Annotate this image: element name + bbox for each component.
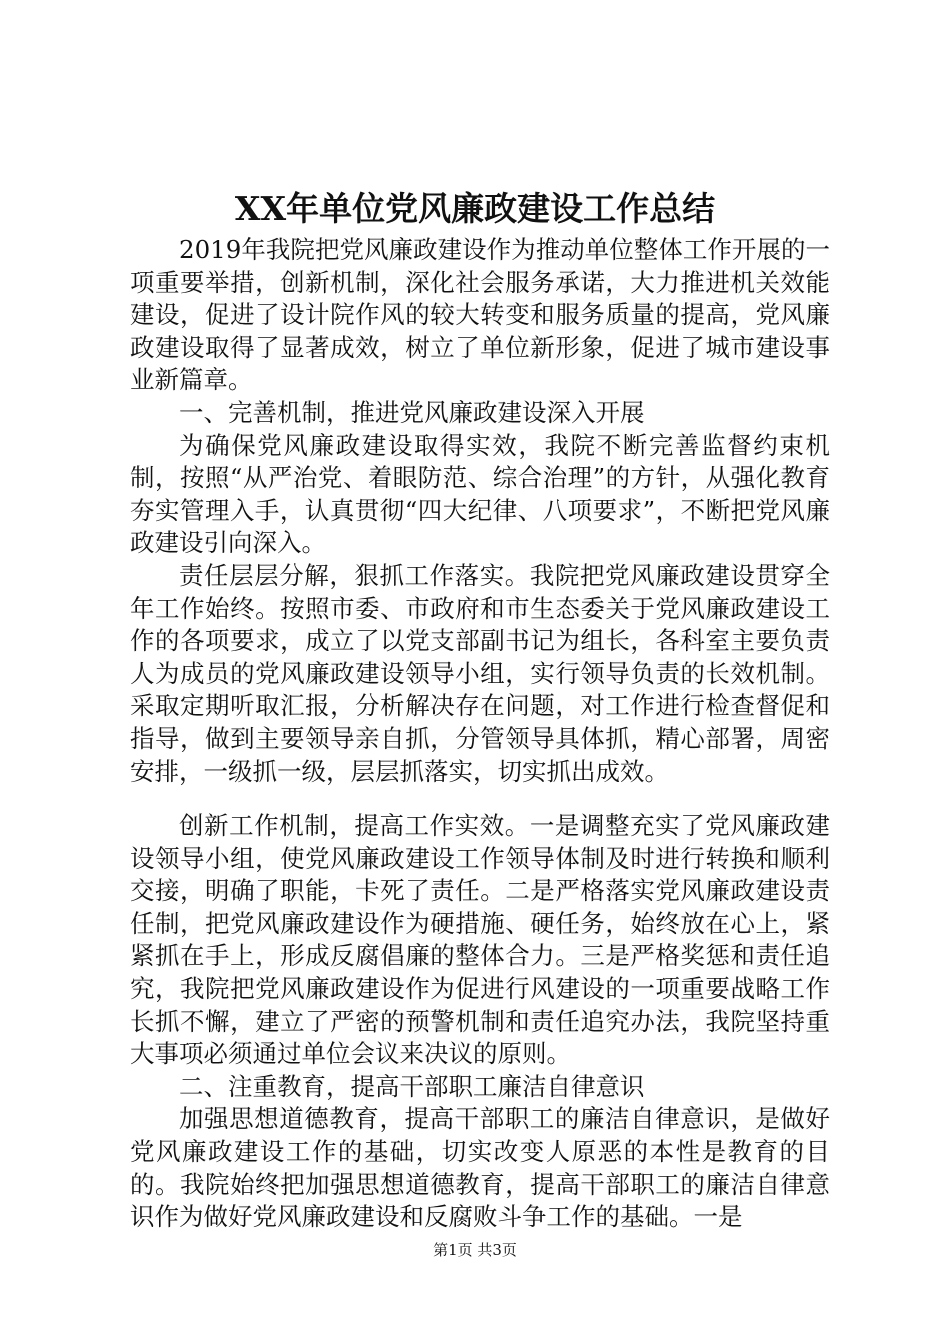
section-heading-2: 二、注重教育，提高干部职工廉洁自律意识 <box>179 1071 645 1101</box>
body-paragraph-5: 加强思想道德教育，提高干部职工的廉洁自律意识，是做好党风廉政建设工作的基础，切实改变人原恶的本性是教育的目的。我院始终把加强思想道德教育，提高干部职工的廉洁自律意识作为做好党风廉政建设和反腐败斗争工作的基础。一是 <box>130 1104 830 1232</box>
document-title: XX年单位党风廉政建设工作总结 <box>234 189 716 228</box>
body-paragraph-4: 创新工作机制，提高工作实效。一是调整充实了党风廉政建设领导小组，使党风廉政建设工作领导体制及时进行转换和顺利交接，明确了职能，卡死了责任。二是严格落实党风廉政建设责任制，把党风廉政建设作为硬措施、硬任务，始终放在心上，紧紧抓在手上，形成反腐倡廉的整体合力。三是严格奖惩和责任追究，我院把党风廉政建设作为促进行风建设的一项重要战略工作长抓不懈，建立了严密的预警机制和责任追究办法，我院坚持重大事项必须通过单位会议来决议的原则。 <box>130 811 830 1069</box>
paragraph-gap <box>130 788 830 810</box>
section-heading-1: 一、完善机制，推进党风廉政建设深入开展 <box>179 397 645 427</box>
intro-paragraph: 2019年我院把党风廉政建设作为推动单位整体工作开展的一项重要举措，创新机制，深化社会服务承诺，大力推进机关效能建设，促进了设计院作风的较大转变和服务质量的提高，党风廉政建设取得了显著成效，树立了单位新形象，促进了城市建设事业新篇章。 <box>130 235 830 395</box>
page-footer: 第1页 共3页 <box>433 1241 517 1259</box>
document-body <box>130 234 830 1234</box>
body-paragraph-3: 责任层层分解，狠抓工作落实。我院把党风廉政建设贯穿全年工作始终。按照市委、市政府和市生态委关于党风廉政建设工作的各项要求，成立了以党支部副书记为组长，各科室主要负责人为成员的党风廉政建设领导小组，实行领导负责的长效机制。采取定期听取汇报，分析解决存在问题，对工作进行检查督促和指导，做到主要领导亲自抓，分管领导具体抓，精心部署，周密安排，一级抓一级，层层抓落实，切实抓出成效。 <box>130 560 830 786</box>
body-paragraph-2: 为确保党风廉政建设取得实效，我院不断完善监督约束机制，按照“从严治党、着眼防范、综合治理”的方针，从强化教育夯实管理入手，认真贯彻“四大纪律、八项要求”，不断把党风廉政建设引向深入。 <box>130 430 830 558</box>
